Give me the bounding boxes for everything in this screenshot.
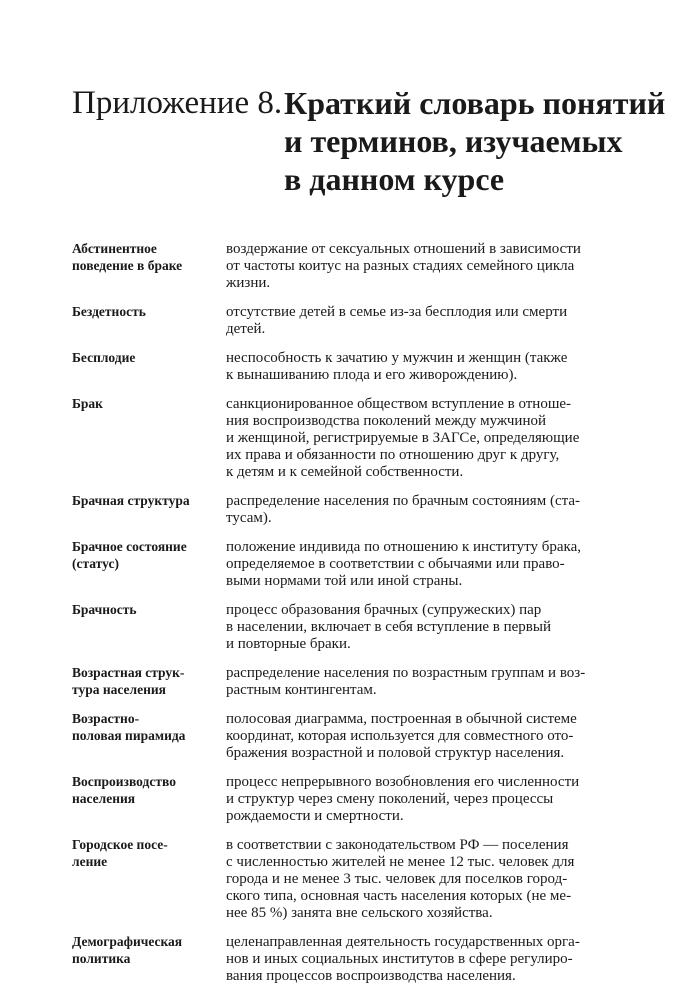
glossary-term: [72, 710, 226, 744]
glossary-term: [72, 303, 226, 320]
definition-line: и структур через смену поколений, через процессы: [226, 791, 554, 807]
glossary-entry: [72, 538, 612, 590]
term-line: половая пирамида: [72, 728, 186, 743]
glossary-term: [72, 664, 226, 698]
term-line: (статус): [72, 556, 119, 571]
glossary-entry: [72, 349, 612, 384]
term-line: Городское посе-: [72, 837, 168, 852]
term-line: Абстинентное: [72, 241, 157, 256]
definition-line: отсутствие детей в семье из-за бесплодия или смерти: [226, 304, 568, 320]
definition-line: от частоты коитус на разных стадиях семейного цикла: [226, 258, 575, 274]
definition-line: к вынашиванию плода и его живорождению).: [226, 367, 518, 383]
glossary-definition: [226, 349, 612, 384]
term-line: Демографическая: [72, 934, 183, 949]
term-line: тура населения: [72, 682, 166, 697]
definition-line: в населении, включает в себя вступление в первый: [226, 619, 551, 635]
definition-line: санкционированное обществом вступление в отноше-: [226, 396, 572, 412]
definition-line: координат, которая используется для совместного ото-: [226, 728, 574, 744]
definition-line: их права и обязанности по отношению друг к другу,: [226, 447, 560, 463]
glossary-term: [72, 492, 226, 509]
definition-line: полосовая диаграмма, построенная в обычной системе: [226, 711, 577, 727]
definition-line: распределение населения по возрастным группам и воз-: [226, 665, 586, 681]
definition-line: вания процессов воспроизводства населения.: [226, 968, 516, 984]
glossary-entry: [72, 773, 612, 825]
definition-line: детей.: [226, 321, 266, 337]
definition-line: ния воспроизводства поколений между мужчиной: [226, 413, 547, 429]
definition-line: процесс непрерывного возобновления его численности: [226, 774, 580, 790]
term-line: политика: [72, 951, 131, 966]
glossary-entry: [72, 933, 612, 985]
definition-line: положение индивида по отношению к институту брака,: [226, 539, 582, 555]
glossary-entry: [72, 710, 612, 762]
definition-line: определяемое в соответствии с обычаями или право-: [226, 556, 565, 572]
glossary-entry: [72, 492, 612, 527]
definition-line: неспособность к зачатию у мужчин и женщин (также: [226, 350, 568, 366]
heading-line: и терминов, изучаемых: [284, 123, 623, 159]
glossary-definition: [226, 240, 612, 292]
term-line: Возрастная струк-: [72, 665, 185, 680]
definition-line: растным контингентам.: [226, 682, 377, 698]
glossary-definition: [226, 836, 612, 922]
glossary-definition: [226, 601, 612, 653]
glossary-definition: [226, 538, 612, 590]
glossary-definition: [226, 710, 612, 762]
glossary-term: [72, 836, 226, 870]
term-line: Бесплодие: [72, 350, 136, 365]
definition-line: ского типа, основная часть населения которых (не ме-: [226, 888, 572, 904]
glossary-entry: [72, 240, 612, 292]
glossary-term: [72, 240, 226, 274]
glossary-definition: [226, 492, 612, 527]
glossary-term: [72, 538, 226, 572]
definition-line: и повторные браки.: [226, 636, 351, 652]
glossary-term: [72, 349, 226, 366]
appendix-number: Приложение 8.: [72, 85, 283, 121]
definition-line: с численностью жителей не менее 12 тыс. человек для: [226, 854, 575, 870]
definition-line: города и не менее 3 тыс. человек для поселков город-: [226, 871, 568, 887]
glossary-definition: [226, 664, 612, 699]
heading-line: в данном курсе: [284, 161, 505, 197]
glossary-term: [72, 395, 226, 412]
definition-line: рождаемости и смертности.: [226, 808, 404, 824]
definition-line: нов и иных социальных институтов в сфере регулиро-: [226, 951, 573, 967]
glossary-entry: [72, 395, 612, 481]
definition-line: воздержание от сексуальных отношений в зависимости: [226, 241, 581, 257]
glossary-definition: [226, 303, 612, 338]
glossary-term: [72, 773, 226, 807]
glossary-entry: [72, 601, 612, 653]
term-line: Брак: [72, 396, 103, 411]
appendix-heading: [284, 84, 666, 198]
definition-line: процесс образования брачных (супружеских) пар: [226, 602, 542, 618]
definition-line: тусам).: [226, 510, 272, 526]
definition-line: целенаправленная деятельность государственных орга-: [226, 934, 580, 950]
glossary-list: [72, 240, 612, 996]
definition-line: выми нормами той или иной страны.: [226, 573, 463, 589]
term-line: населения: [72, 791, 136, 806]
term-line: Возрастно-: [72, 711, 140, 726]
glossary-entry: [72, 303, 612, 338]
definition-line: распределение населения по брачным состояниям (ста-: [226, 493, 580, 509]
glossary-term: [72, 933, 226, 967]
definition-line: в соответствии с законодательством РФ — поселения: [226, 837, 569, 853]
glossary-entry: [72, 836, 612, 922]
term-line: Воспроизводство: [72, 774, 176, 789]
definition-line: бражения возрастной и половой структур населения.: [226, 745, 565, 761]
heading-line: Краткий словарь понятий: [284, 85, 666, 121]
glossary-definition: [226, 933, 612, 985]
definition-line: нее 85 %) занята вне сельского хозяйства.: [226, 905, 493, 921]
term-line: Брачность: [72, 602, 137, 617]
term-line: Брачное состояние: [72, 539, 187, 554]
term-line: Бездетность: [72, 304, 146, 319]
definition-line: жизни.: [226, 275, 271, 291]
glossary-entry: [72, 664, 612, 699]
glossary-term: [72, 601, 226, 618]
glossary-definition: [226, 395, 612, 481]
term-line: поведение в браке: [72, 258, 183, 273]
term-line: ление: [72, 854, 108, 869]
definition-line: к детям и к семейной собственности.: [226, 464, 464, 480]
definition-line: и женщиной, регистрируемые в ЗАГСе, определяющие: [226, 430, 580, 446]
glossary-definition: [226, 773, 612, 825]
term-line: Брачная структура: [72, 493, 190, 508]
